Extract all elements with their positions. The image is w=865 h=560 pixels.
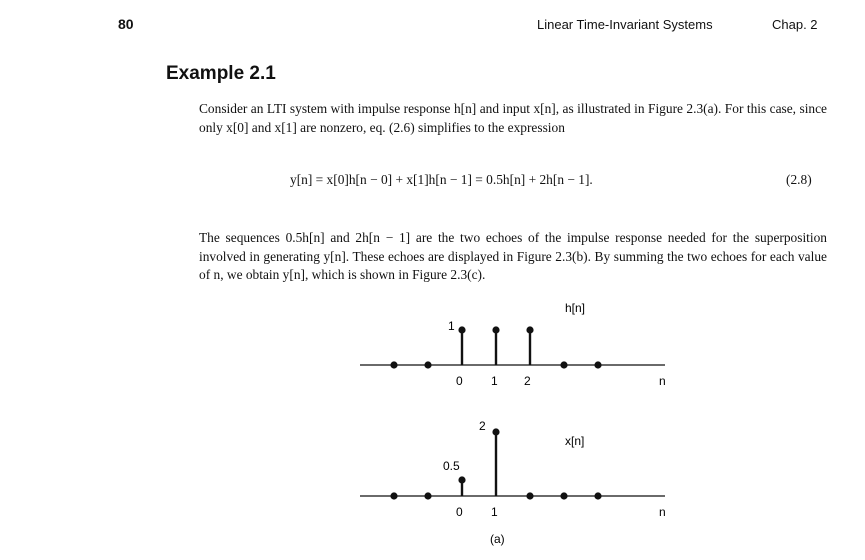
h-value-label: 1 bbox=[448, 319, 455, 333]
page-number: 80 bbox=[118, 16, 134, 32]
x-tick-label: 0 bbox=[456, 505, 463, 519]
running-title: Linear Time-Invariant Systems bbox=[537, 17, 713, 32]
stem-point bbox=[526, 326, 533, 333]
stem-point bbox=[594, 492, 601, 499]
paragraph-intro: Consider an LTI system with impulse response h[n] and input x[n], as illustrated in Figure 2.3(a). For this case, since only x[0] and x[1] are nonzero, eq. (2.6) simplifies to the expression bbox=[199, 101, 827, 135]
stem-point bbox=[458, 476, 465, 483]
plot-x bbox=[360, 419, 666, 519]
x-value-label: 2 bbox=[479, 419, 486, 433]
x-title: x[n] bbox=[565, 434, 585, 448]
h-tick-label: 0 bbox=[456, 374, 463, 388]
stem-point bbox=[594, 361, 601, 368]
stem-point bbox=[424, 492, 431, 499]
example-title: Example 2.1 bbox=[166, 63, 276, 84]
figure-caption: (a) bbox=[490, 532, 505, 546]
h-title: h[n] bbox=[565, 301, 586, 315]
x-value-label: 0.5 bbox=[443, 459, 460, 473]
h-tick-label: 1 bbox=[491, 374, 498, 388]
stem-point bbox=[458, 326, 465, 333]
stem-point bbox=[390, 361, 397, 368]
stem-point bbox=[526, 492, 533, 499]
h-xlabel: n bbox=[659, 374, 666, 388]
paragraph-echoes: The sequences 0.5h[n] and 2h[n − 1] are the two echoes of the impulse response needed for the superposition involved in generating y[n]. These echoes are displayed in Figure 2.3(b). By summing the two echoes for each value of n, we obtain y[n], which is shown in Figure 2.3(c). bbox=[199, 230, 827, 282]
plot-h bbox=[360, 301, 666, 388]
stem-point bbox=[560, 492, 567, 499]
stem-point bbox=[492, 326, 499, 333]
x-tick-label: 1 bbox=[491, 505, 498, 519]
h-tick-label: 2 bbox=[524, 374, 531, 388]
stem-point bbox=[424, 361, 431, 368]
equation: y[n] = x[0]h[n − 0] + x[1]h[n − 1] = 0.5h[n] + 2h[n − 1]. bbox=[290, 172, 593, 187]
x-xlabel: n bbox=[659, 505, 666, 519]
equation-number: (2.8) bbox=[786, 172, 812, 187]
chapter-label: Chap. 2 bbox=[772, 17, 818, 32]
stem-point bbox=[560, 361, 567, 368]
stem-point bbox=[390, 492, 397, 499]
stem-point bbox=[492, 428, 499, 435]
